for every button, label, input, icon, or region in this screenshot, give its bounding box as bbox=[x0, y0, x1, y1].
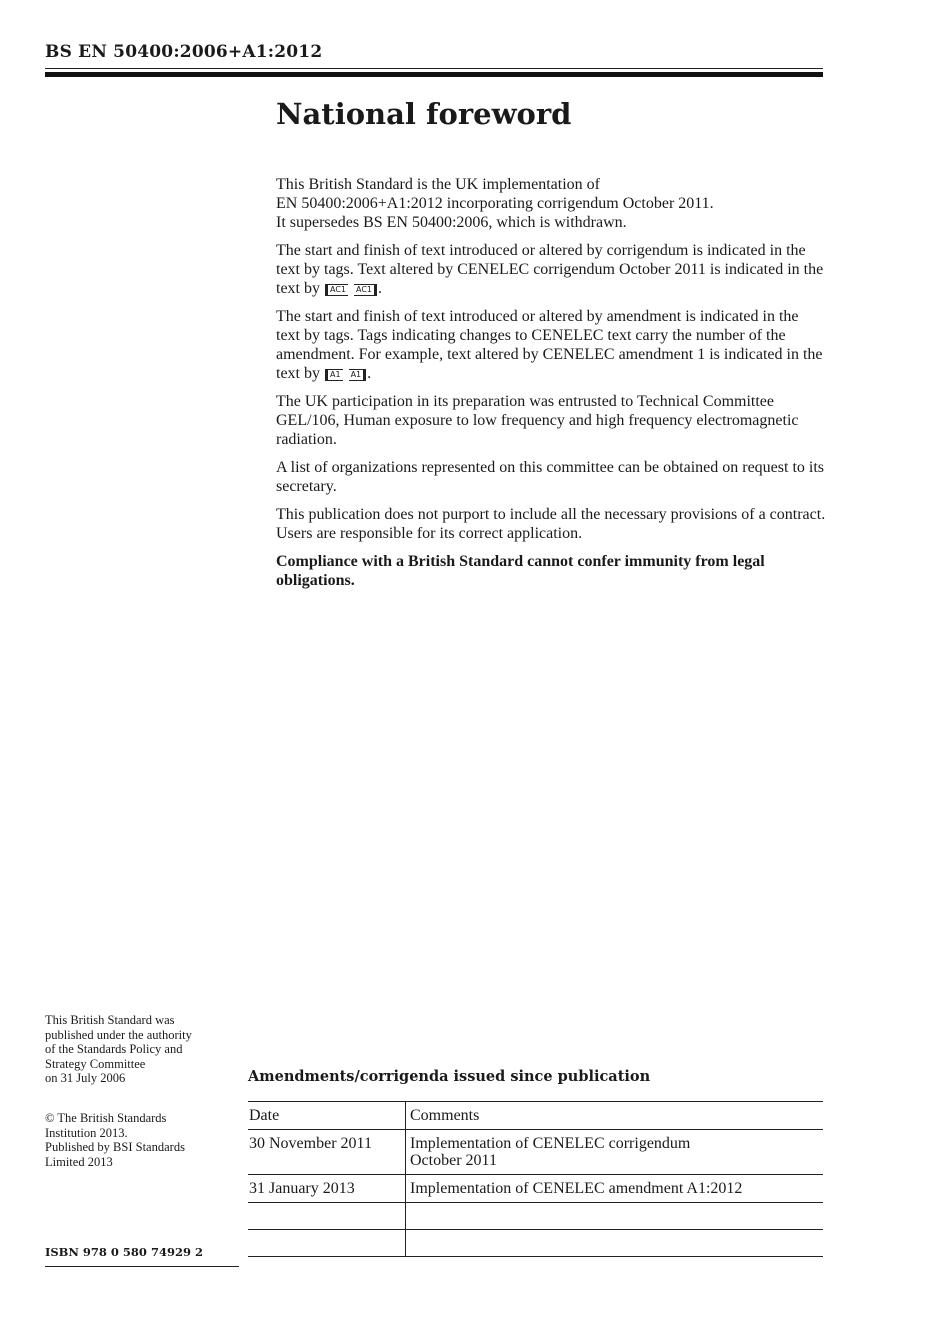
paragraph-compliance: Compliance with a British Standard cannot confer immunity from legal obligations. bbox=[276, 553, 765, 589]
copyright-note bbox=[45, 1111, 230, 1169]
footer-rule bbox=[45, 1266, 239, 1267]
p1-line1: This British Standard is the UK implementation of bbox=[276, 176, 600, 193]
copyright-line: © The British Standards bbox=[45, 1111, 167, 1125]
header-rule-thick bbox=[45, 72, 823, 77]
copyright-line: Published by BSI Standards bbox=[45, 1140, 185, 1154]
publication-note bbox=[45, 1013, 230, 1086]
copyright-line: Institution 2013. bbox=[45, 1125, 128, 1140]
paragraph-contract: This publication does not purport to include all the necessary provisions of a contract. Users are responsible for its correct application. bbox=[276, 506, 826, 542]
row-date: 31 January 2013 bbox=[248, 1175, 406, 1203]
column-header-date: Date bbox=[248, 1102, 406, 1130]
comment-line: October 2011 bbox=[410, 1152, 497, 1169]
page-title: National foreword bbox=[276, 97, 572, 131]
empty-cell bbox=[248, 1230, 406, 1257]
publish-line: This British Standard was bbox=[45, 1013, 175, 1027]
publish-line: of the Standards Policy and bbox=[45, 1042, 183, 1056]
table-row-empty bbox=[248, 1203, 823, 1230]
row-comment bbox=[406, 1175, 824, 1203]
header-rule-thin bbox=[45, 68, 823, 69]
comment-line: Implementation of CENELEC corrigendum bbox=[410, 1135, 691, 1152]
foreword-body bbox=[276, 175, 826, 599]
document-code: BS EN 50400:2006+A1:2012 bbox=[45, 42, 323, 62]
table-row-empty bbox=[248, 1230, 823, 1257]
publish-line: on 31 July 2006 bbox=[45, 1071, 126, 1085]
empty-cell bbox=[406, 1203, 824, 1230]
p1-line2: EN 50400:2006+A1:2012 incorporating corrigendum October 2011. bbox=[276, 195, 714, 212]
publish-line: Strategy Committee bbox=[45, 1056, 146, 1071]
paragraph-corrigendum: The start and finish of text introduced or altered by corrigendum is indicated in the text by tags. Text altered by CENELEC corrigendum October 2011 is indicated in the text by AC1 AC1 . bbox=[276, 242, 824, 297]
corrigendum-open-tag-icon: AC1 bbox=[325, 284, 348, 296]
empty-cell bbox=[406, 1230, 824, 1257]
p1-line3: It supersedes BS EN 50400:2006, which is withdrawn. bbox=[276, 214, 627, 231]
paragraph-committee: The UK participation in its preparation was entrusted to Technical Committee GEL/106, Human exposure to low frequency and high frequency electromagnetic radiation. bbox=[276, 393, 799, 448]
corrigendum-close-tag-icon: AC1 bbox=[354, 284, 377, 296]
amendments-heading: Amendments/corrigenda issued since publication bbox=[248, 1068, 651, 1085]
table-row bbox=[248, 1175, 823, 1203]
p2-text: The start and finish of text introduced or altered by corrigendum is indicated in the text by tags. Text altered by CENELEC corrigendum October 2011 is indicated in the text by bbox=[276, 242, 824, 297]
p3-text: The start and finish of text introduced or altered by amendment is indicated in the text by tags. Tags indicating changes to CENELEC text carry the number of the amendment. For example, text altered by CENELEC amendment 1 is indicated in the text by bbox=[276, 308, 823, 382]
paragraph-organizations: A list of organizations represented on this committee can be obtained on request to its secretary. bbox=[276, 459, 825, 495]
row-date: 30 November 2011 bbox=[248, 1130, 406, 1175]
isbn: ISBN 978 0 580 74929 2 bbox=[45, 1245, 203, 1259]
empty-cell bbox=[248, 1203, 406, 1230]
paragraph-amendment: The start and finish of text introduced or altered by amendment is indicated in the text by tags. Tags indicating changes to CENELEC text carry the number of the amendment. For example, text altered by CENELEC amendment 1 is indicated in the text by A1 A1 . bbox=[276, 308, 823, 382]
copyright-line: Limited 2013 bbox=[45, 1154, 113, 1169]
row-comment bbox=[406, 1130, 824, 1175]
amendments-table bbox=[248, 1101, 823, 1257]
amendment-close-tag-icon: A1 bbox=[349, 369, 367, 381]
comment-line: Implementation of CENELEC amendment A1:2012 bbox=[410, 1180, 743, 1197]
table-header-row bbox=[248, 1102, 823, 1130]
amendment-open-tag-icon: A1 bbox=[325, 369, 343, 381]
publish-line: published under the authority bbox=[45, 1027, 192, 1042]
table-row bbox=[248, 1130, 823, 1175]
column-header-comments: Comments bbox=[406, 1102, 824, 1130]
paragraph-implementation bbox=[276, 175, 826, 232]
